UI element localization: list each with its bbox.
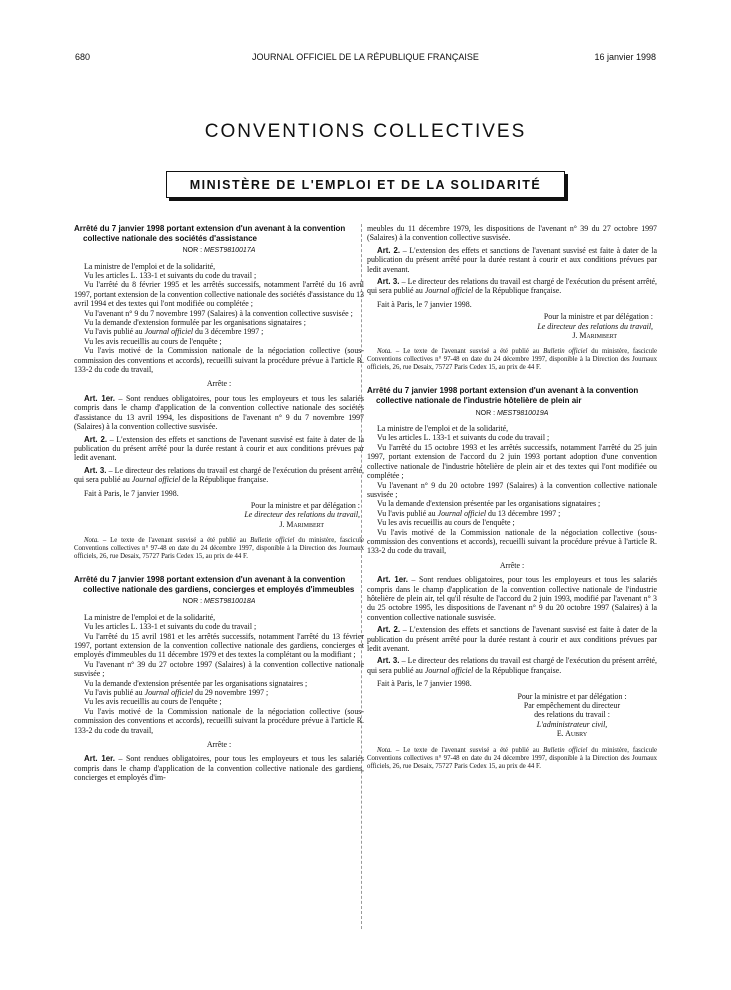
article-1: Art. 1er. – Sont rendues obligatoires, pour tous les employeurs et tous les salariés compris dans le champ d'application de la convention collective nationale de l'industrie hôtelière de plein air, tel qu'il résulte de l'accord du 2 juin 1993, modifié par l'avenant n° 3 du 25 octobre 1995, les dispositions de l'avenant n° 9 du 20 octobre 1997 (Salaires) à la convention collective nationale susvisée. — [367, 575, 657, 622]
signatory-name: J. Marimbert — [572, 331, 617, 341]
visa: Vu l'arrêté du 8 février 1995 et les arrêtés successifs, notamment l'arrêté du 16 avril 1997, portant extension de la convention collective nationale des sociétés d'assistance du 13 avril 1994 et des textes qui l'ont modifiée ou complétée ; — [74, 280, 365, 309]
arrete-word: Arrête : — [206, 379, 232, 389]
visa: Vu l'avenant n° 39 du 27 octobre 1997 (Salaires) à la convention collective nationale susvisée ; — [74, 659, 364, 679]
nota: Nota. – Le texte de l'avenant susvisé a été publié au Bulletin officiel du ministère, fascicule Conventions collectives n° 97-48 en date du 24 décembre 1997, disponible à la Direction des Journaux officiels, 26, rue Desaix, 75727 Paris Cedex 15, au prix de 44 F. — [74, 537, 364, 561]
signature-title: Le directeur des relations du travail, — [537, 321, 653, 331]
article-3: Art. 3. – Le directeur des relations du travail est chargé de l'exécution du présent arrêté, qui sera publié au Journal officiel de la République française. — [367, 277, 657, 296]
arrete-word: Arrête : — [499, 560, 525, 570]
visa: Vu les avis recueillis au cours de l'enquête ; — [84, 336, 222, 346]
visa: Vu l'avis motivé de la Commission nationale de la négociation collective (sous-commission des conventions et accords), recueilli suivant la procédure prévue à l'article R. 133-2 du code du travail, — [74, 706, 364, 735]
signature-line: Pour la ministre et par délégation : — [543, 312, 653, 322]
page-number: 680 — [75, 52, 91, 62]
signature-line: Par empêchement du directeur — [523, 701, 621, 711]
visa: Vu l'avis motivé de la Commission nationale de la négociation collective (sous-commission des conventions et accords), recueilli suivant la procédure prévue à l'article R. 133-2 du code du travail, — [367, 527, 657, 556]
nor-reference: NOR : MEST9810017A — [182, 247, 256, 255]
arrete-word: Arrête : — [206, 740, 232, 750]
visa: Vu les articles L. 133-1 et suivants du code du travail ; — [84, 622, 257, 632]
signature-title: L'administrateur civil, — [536, 719, 608, 729]
issue-date: 16 janvier 1998 — [594, 52, 656, 62]
visa: La ministre de l'emploi et de la solidarité, — [84, 261, 216, 271]
signatory-name: J. Marimbert — [279, 519, 324, 529]
visa: Vu l'arrêté du 15 avril 1981 et les arrêtés successifs, notamment l'arrêté du 13 février 1997, portant extension de la convention collective nationale des gardiens, concierges et employés d'immeubles du 11 décembre 1979 et des textes la complétant ou la modifiant ; — [74, 631, 364, 660]
visa: La ministre de l'emploi et de la solidarité, — [377, 424, 509, 434]
signature-title: Le directeur des relations du travail, — [244, 510, 360, 520]
article-3: Art. 3. – Le directeur des relations du travail est chargé de l'exécution du présent arrêté, qui sera publié au Journal officiel de la République française. — [74, 465, 364, 485]
visa: Vu la demande d'extension présentée par les organisations signataires ; — [84, 678, 308, 688]
nota: Nota. – Le texte de l'avenant susvisé a été publié au Bulletin officiel du ministère, fascicule Conventions collectives n° 97-48 en date du 24 décembre 1997, disponible à la Direction des Journaux officiels, 26, rue Desaix, 75727 Paris Cedex 15, au prix de 44 F. — [367, 746, 657, 770]
arrete-title: Arrêté du 7 janvier 1998 portant extension d'un avenant à la convention collective nationale des sociétés d'assistance — [74, 224, 346, 243]
signature-line: des relations du travail : — [534, 710, 610, 720]
article-2: Art. 2. – L'extension des effets et sanctions de l'avenant susvisé est faite à dater de la publication du présent arrêté pour la durée restant à courir et aux conditions prévues par ledit avenant. — [74, 434, 364, 463]
arrete-title: Arrêté du 7 janvier 1998 portant extension d'un avenant à la convention collective nationale de l'industrie hôtelière de plein air — [367, 386, 639, 406]
visa: Vu l'avenant n° 9 du 20 octobre 1997 (Salaires) à la convention collective nationale susvisée ; — [367, 480, 657, 499]
visa: Vu l'avenant n° 9 du 7 novembre 1997 (Salaires) à la convention collective susvisée ; — [84, 308, 353, 318]
nor-reference: NOR : MEST9810019A — [475, 409, 549, 417]
visa: Vu l'avis motivé de la Commission nationale de la négociation collective (sous-commission des conventions et accords), recueilli suivant la procédure prévue à l'article R. 133-2 du code du travail, — [74, 346, 364, 375]
article-1: Art. 1er. – Sont rendues obligatoires, pour tous les employeurs et tous les salariés compris dans le champ d'application de la convention collective nationale des sociétés d'assistance du 13 avril 1994, les dispositions de l'avenant n° 9 du 7 novembre 1997 (Salaires) à la convention collective susvisée. — [74, 393, 364, 432]
article-3: Art. 3. – Le directeur des relations du travail est chargé de l'exécution du présent arrêté, qui sera publié au Journal officiel de la République française. — [367, 656, 657, 675]
visa: Vu les avis recueillis au cours de l'enquête ; — [377, 518, 515, 528]
article-1: Art. 1er. – Sont rendues obligatoires, pour tous les employeurs et tous les salariés compris dans le champ d'application de la convention collective nationale des gardiens, concierges et employés d'im- — [74, 754, 364, 783]
visa: Vu les articles L. 133-1 et suivants du code du travail ; — [377, 433, 550, 443]
signatory-name: E. Aubry — [556, 729, 588, 739]
visa: Vu l'avis publié au Journal officiel du 13 décembre 1997 ; — [377, 508, 561, 518]
section-title: CONVENTIONS COLLECTIVES — [204, 121, 527, 142]
nota: Nota. – Le texte de l'avenant susvisé a été publié au Bulletin officiel du ministère, fascicule Conventions collectives n° 97-48 en date du 24 décembre 1997, disponible à la Direction des Journaux officiels, 26, rue Desaix, 75727 Paris Cedex 15, au prix de 44 F. — [367, 348, 657, 372]
visa: Vu les articles L. 133-1 et suivants du code du travail ; — [84, 271, 257, 280]
signature-line: Pour la ministre et par délégation : — [250, 500, 360, 510]
left-column — [74, 224, 364, 786]
visa: Vu les avis recueillis au cours de l'enquête ; — [84, 697, 222, 707]
visa: Vu l'arrêté du 15 octobre 1993 et les arrêtés successifs, notamment l'arrêté du 25 juin 1997, portant extension de l'accord du 2 juin 1993 portant adoption d'une convention collective nationale de l'industrie hôtelière de plein air et des textes qui l'ont modifiée ou complétée ; — [367, 442, 657, 481]
visa: Vu la demande d'extension formulée par les organisations signataires ; — [84, 318, 306, 328]
article-2: Art. 2. – L'extension des effets et sanctions de l'avenant susvisé est faite à dater de la publication du présent arrêté pour la durée restant à courir et aux conditions prévues par ledit avenant. — [367, 245, 657, 274]
fait-a-paris: Fait à Paris, le 7 janvier 1998. — [377, 679, 472, 689]
nor-reference: NOR : MEST9810018A — [182, 598, 256, 606]
right-column — [367, 224, 657, 785]
visa: Vu l'avis publié au Journal officiel du 29 novembre 1997 ; — [84, 688, 269, 697]
arrete-title: Arrêté du 7 janvier 1998 portant extension d'un avenant à la convention collective nationale des gardiens, concierges et employés d'immeubles — [74, 575, 355, 594]
visa: Vu la demande d'extension présentée par les organisations signataires ; — [377, 499, 601, 509]
visa: Vu l'avis publié au Journal officiel du 3 décembre 1997 ; — [84, 327, 264, 337]
article-1-continuation: meubles du 11 décembre 1979, les dispositions de l'avenant n° 39 du 27 octobre 1997 (Salaires) à la convention collective susvisée. — [367, 224, 657, 243]
ministry-heading: MINISTÈRE DE L'EMPLOI ET DE LA SOLIDARITÉ — [166, 171, 565, 198]
fait-a-paris: Fait à Paris, le 7 janvier 1998. — [84, 488, 179, 498]
visa: La ministre de l'emploi et de la solidarité, — [84, 612, 216, 622]
article-2: Art. 2. – L'extension des effets et sanctions de l'avenant susvisé est faite à dater de la publication du présent arrêté pour la durée restant à courir et aux conditions prévues par ledit avenant. — [367, 625, 657, 653]
journal-name: JOURNAL OFFICIEL DE LA RÉPUBLIQUE FRANÇAISE — [252, 52, 479, 62]
fait-a-paris: Fait à Paris, le 7 janvier 1998. — [377, 299, 472, 309]
signature-line: Pour la ministre et par délégation : — [517, 691, 627, 701]
